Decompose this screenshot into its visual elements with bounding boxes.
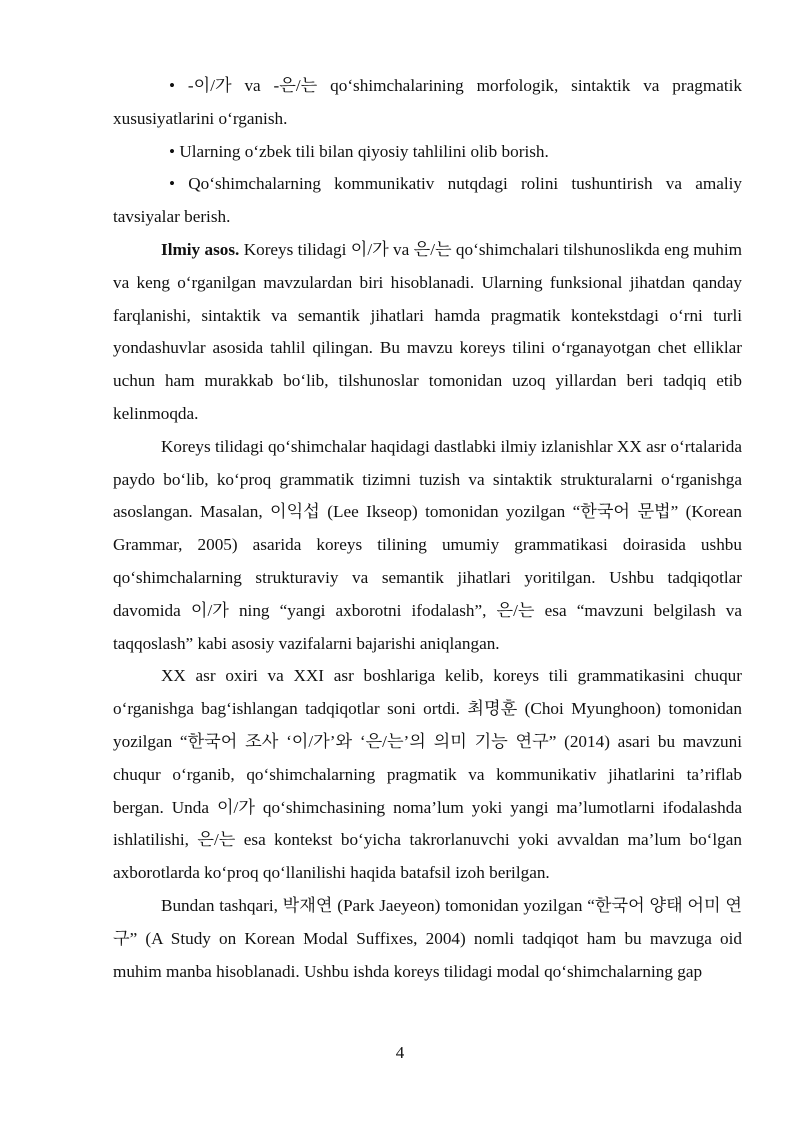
section-lead-heading: Ilmiy asos. xyxy=(161,239,240,259)
paragraph-modern-research: XX asr oxiri va XXI asr boshlariga kelib, koreys tili grammatikasini chuqur o‘rganishga bag‘ishlangan tadqiqotlar soni ortdi. 최명훈 (Choi Myunghoon) tomonidan yozilgan “한국어 조사 ‘이/가’와 ‘은/는’의 의미 기능 연구” (2014) asari bu mavzuni chuqur o‘rganib, qo‘shimchalarning pragmatik va kommunikativ jihatlarini ta’riflab bergan. Unda 이/가 qo‘shimchasining noma’lum yoki yangi ma’lumotlarni ifodalashda ishlatilishi, 은/는 esa kontekst bo‘yicha takrorlanuvchi yoki avvaldan ma’lum bo‘lgan axborotlarda ko‘proq qo‘llanilishi haqida batafsil izoh berilgan. xyxy=(113,666,742,883)
bullet-morphology: • -이/가 va -은/는 qo‘shimchalarining morfologik, sintaktik va pragmatik xususiyatlarini o‘rganish. xyxy=(113,76,742,128)
paragraph-early-research: Koreys tilidagi qo‘shimchalar haqidagi dastlabki ilmiy izlanishlar XX asr o‘rtalarida paydo bo‘lib, ko‘proq grammatik tizimni tuzish va sintaktik strukturalarni o‘rganishga asoslangan. Masalan, 이익섭 (Lee Ikseop) tomonidan yozilgan “한국어 문법” (Korean Grammar, 2005) asarida koreys tilining umumiy grammatikasi doirasida ushbu qo‘shimchalarning strukturaviy va semantik jihatlari yoritilgan. Ushbu tadqiqotlar davomida 이/가 ning “yangi axborotni ifodalash”, 은/는 esa “mavzuni belgilash va taqqoslash” kabi asosiy vazifalarni bajarishi aniqlangan. xyxy=(113,436,742,653)
bullet-comparison: • Ularning o‘zbek tili bilan qiyosiy tahlilini olib borish. xyxy=(169,141,549,161)
bullet-communicative: • Qo‘shimchalarning kommunikativ nutqdagi rolini tushuntirish va amaliy tavsiyalar berish. xyxy=(113,174,742,227)
paragraph-body: Koreys tilidagi 이/가 va 은/는 qo‘shimchalari tilshunoslikda eng muhim va keng o‘rganilgan mavzulardan biri hisoblanadi. Ularning funksional jihatdan qanday farqlanishi, sintaktik va semantik jihatlari hamda pragmatik kontekstdagi o‘rni turli yondashuvlar asosida tahlil qilingan. Bu mavzu koreys tilini o‘rganayotgan chet elliklar uchun ham murakkab bo‘lib, tilshunoslar tomonidan uzoq yillardan beri tadqiq etib kelinmoqda. xyxy=(113,239,742,423)
paragraph-additional-sources: Bundan tashqari, 박재연 (Park Jaeyeon) tomonidan yozilgan “한국어 양태 어미 연구” (A Study on Korean Modal Suffixes, 2004) nomli tadqiqot ham bu mavzuga oid muhim manba hisoblanadi. Ushbu ishda koreys tilidagi modal qo‘shimchalarning gap xyxy=(113,895,742,981)
document-page xyxy=(113,70,742,988)
paragraph-scientific-basis xyxy=(113,234,742,431)
page-number: 4 xyxy=(395,1043,405,1062)
